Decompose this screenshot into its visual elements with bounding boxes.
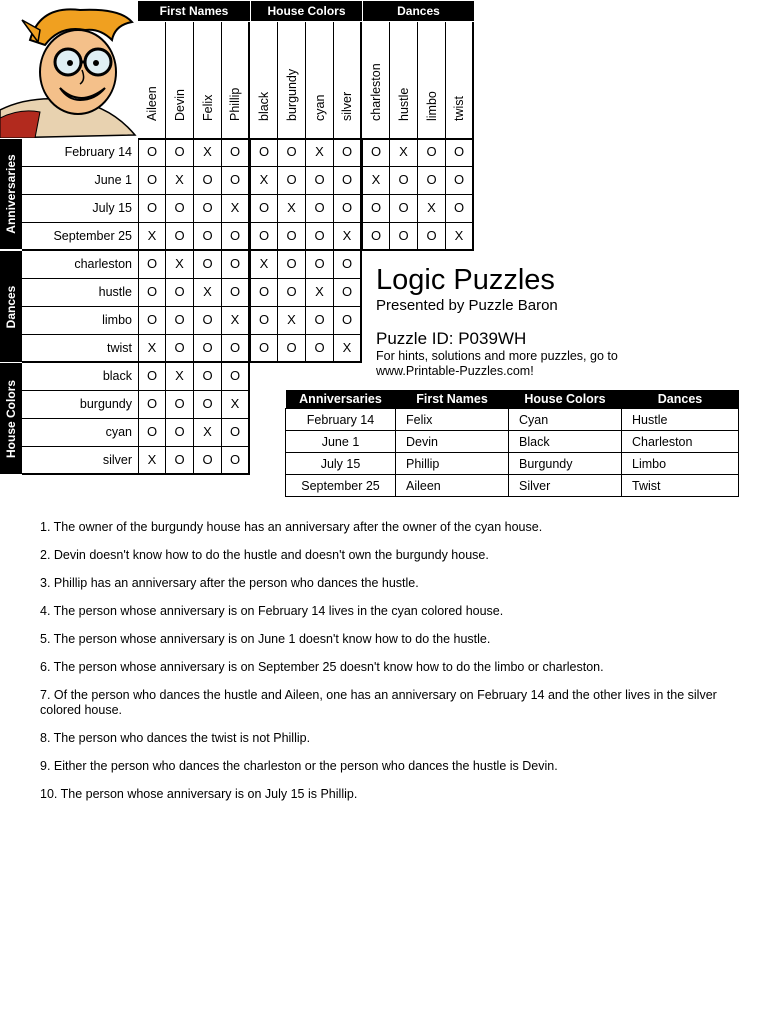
answer-cell: Twist bbox=[622, 475, 739, 497]
grid-cell: O bbox=[362, 139, 390, 167]
row-label: black bbox=[22, 363, 138, 391]
grid-cell: O bbox=[166, 419, 194, 447]
grid-cell: O bbox=[166, 223, 194, 251]
grid-cell: X bbox=[250, 251, 278, 279]
grid-cell: O bbox=[446, 139, 474, 167]
grid-cell: O bbox=[194, 335, 222, 363]
grid-cell: X bbox=[138, 223, 166, 251]
grid-cell: O bbox=[194, 251, 222, 279]
grid-cell: O bbox=[138, 363, 166, 391]
grid-cell: O bbox=[222, 363, 250, 391]
clue-item: 9. Either the person who dances the charleston or the person who dances the hustle is Devin. bbox=[40, 759, 558, 773]
grid-cell: O bbox=[278, 279, 306, 307]
clue-item: 2. Devin doesn't know how to do the hustle and doesn't own the burgundy house. bbox=[40, 548, 489, 562]
grid-cell: O bbox=[250, 139, 278, 167]
column-header bbox=[390, 22, 418, 139]
grid-cell: O bbox=[194, 391, 222, 419]
grid-cell: O bbox=[418, 223, 446, 251]
grid-cell: X bbox=[222, 307, 250, 335]
grid-cell: O bbox=[278, 251, 306, 279]
table-row bbox=[286, 409, 739, 431]
grid-cell: O bbox=[334, 139, 362, 167]
column-header-label: charleston bbox=[368, 63, 383, 121]
grid-cell: X bbox=[250, 167, 278, 195]
column-header-label: cyan bbox=[312, 94, 327, 121]
grid-cell: X bbox=[138, 335, 166, 363]
grid-cell: O bbox=[166, 447, 194, 475]
column-header-label: twist bbox=[452, 96, 466, 121]
grid-cell: X bbox=[334, 335, 362, 363]
row-label: limbo bbox=[22, 307, 138, 335]
grid-cell: O bbox=[334, 279, 362, 307]
grid-cell: O bbox=[334, 195, 362, 223]
hint-text: For hints, solutions and more puzzles, go to www.Printable-Puzzles.com! bbox=[376, 349, 618, 378]
answer-header-first-names: First Names bbox=[396, 390, 509, 409]
clue-item: 1. The owner of the burgundy house has an anniversary after the owner of the cyan house. bbox=[40, 520, 543, 534]
answer-cell: September 25 bbox=[286, 475, 396, 497]
row-label: July 15 bbox=[22, 195, 138, 223]
grid-cell: X bbox=[166, 363, 194, 391]
grid-cell: O bbox=[166, 279, 194, 307]
grid-cell: O bbox=[418, 139, 446, 167]
clue-item: 3. Phillip has an anniversary after the person who dances the hustle. bbox=[40, 576, 419, 590]
answer-cell: Black bbox=[509, 431, 622, 453]
grid-cell: O bbox=[306, 195, 334, 223]
grid-cell: O bbox=[194, 307, 222, 335]
grid-cell: O bbox=[390, 167, 418, 195]
answer-header-house-colors: House Colors bbox=[509, 390, 622, 409]
row-label: September 25 bbox=[22, 223, 138, 251]
header-dances: Dances bbox=[363, 1, 474, 21]
answer-cell: February 14 bbox=[286, 409, 396, 431]
grid-cell: X bbox=[222, 391, 250, 419]
column-header-label: burgundy bbox=[284, 68, 299, 121]
grid-cell: O bbox=[194, 363, 222, 391]
column-header bbox=[194, 22, 222, 139]
grid-cell: O bbox=[222, 447, 250, 475]
grid-cell: O bbox=[250, 223, 278, 251]
header-house-colors: House Colors bbox=[251, 1, 362, 21]
answer-table-header bbox=[286, 390, 739, 409]
column-header-label: limbo bbox=[424, 91, 439, 121]
clue-item: 4. The person whose anniversary is on February 14 lives in the cyan colored house. bbox=[40, 604, 504, 618]
grid-cell: O bbox=[306, 251, 334, 279]
clue-item: 8. The person who dances the twist is not Phillip. bbox=[40, 731, 311, 745]
column-header-label: Devin bbox=[172, 89, 187, 121]
column-header-label: black bbox=[256, 91, 271, 121]
grid-cell: X bbox=[362, 167, 390, 195]
column-header bbox=[138, 22, 166, 139]
grid-cell: O bbox=[306, 307, 334, 335]
grid-cell: O bbox=[306, 223, 334, 251]
grid-cell: O bbox=[166, 335, 194, 363]
header-first-names: First Names bbox=[138, 1, 250, 21]
answer-cell: Limbo bbox=[622, 453, 739, 475]
grid-cell: O bbox=[166, 391, 194, 419]
grid-cell: O bbox=[250, 279, 278, 307]
row-label: February 14 bbox=[22, 139, 138, 167]
column-header-label: Aileen bbox=[144, 86, 159, 121]
grid-cell: X bbox=[306, 139, 334, 167]
grid-cell: O bbox=[334, 307, 362, 335]
puzzle-id: Puzzle ID: P039WH bbox=[376, 329, 527, 348]
grid-cell: X bbox=[306, 279, 334, 307]
grid-cell: O bbox=[278, 139, 306, 167]
puzzle-baron-mascot bbox=[0, 0, 138, 138]
grid-cell: X bbox=[334, 223, 362, 251]
page-title: Logic Puzzles bbox=[376, 264, 555, 296]
grid-cell: X bbox=[390, 139, 418, 167]
column-header bbox=[278, 22, 306, 139]
grid-cell: O bbox=[362, 195, 390, 223]
column-header bbox=[306, 22, 334, 139]
answer-cell: Phillip bbox=[396, 453, 509, 475]
row-label: burgundy bbox=[22, 391, 138, 419]
answer-cell: Hustle bbox=[622, 409, 739, 431]
grid-cell: O bbox=[138, 195, 166, 223]
grid-cell: O bbox=[418, 167, 446, 195]
grid-cell: X bbox=[278, 307, 306, 335]
grid-cell: O bbox=[222, 167, 250, 195]
grid-cell: O bbox=[166, 307, 194, 335]
side-label-house-colors: House Colors bbox=[0, 363, 22, 474]
grid-cell: O bbox=[250, 195, 278, 223]
answer-table bbox=[285, 390, 739, 497]
grid-cell: O bbox=[138, 419, 166, 447]
column-header-label: silver bbox=[340, 91, 354, 121]
grid-cell: O bbox=[362, 223, 390, 251]
grid-cell: O bbox=[222, 251, 250, 279]
answer-cell: Burgundy bbox=[509, 453, 622, 475]
grid-cell: O bbox=[250, 335, 278, 363]
table-row bbox=[286, 431, 739, 453]
clue-item: 10. The person whose anniversary is on July 15 is Phillip. bbox=[40, 787, 358, 801]
column-header bbox=[166, 22, 194, 139]
grid-cell: O bbox=[166, 139, 194, 167]
grid-cell: O bbox=[306, 167, 334, 195]
answer-cell: Aileen bbox=[396, 475, 509, 497]
grid-cell: O bbox=[390, 195, 418, 223]
grid-cell: O bbox=[222, 279, 250, 307]
grid-cell: O bbox=[446, 167, 474, 195]
table-row bbox=[286, 475, 739, 497]
answer-cell: Silver bbox=[509, 475, 622, 497]
clue-item: 6. The person whose anniversary is on September 25 doesn't know how to do the limbo or charleston. bbox=[40, 660, 604, 674]
answer-cell: Cyan bbox=[509, 409, 622, 431]
row-label: June 1 bbox=[22, 167, 138, 195]
answer-cell: Devin bbox=[396, 431, 509, 453]
grid-cell: O bbox=[278, 335, 306, 363]
grid-cell: O bbox=[194, 167, 222, 195]
grid-cell: X bbox=[166, 251, 194, 279]
side-label-dances: Dances bbox=[0, 251, 22, 362]
clue-item: 7. Of the person who dances the hustle and Aileen, one has an anniversary on February 14 and the other lives in the silver colored house. bbox=[40, 688, 717, 717]
grid-cell: O bbox=[250, 307, 278, 335]
table-row bbox=[286, 453, 739, 475]
row-label: silver bbox=[22, 447, 138, 475]
grid-cell: X bbox=[194, 279, 222, 307]
grid-cell: O bbox=[278, 223, 306, 251]
grid-cell: O bbox=[138, 139, 166, 167]
grid-cell: O bbox=[390, 223, 418, 251]
column-header bbox=[446, 22, 474, 139]
grid-cell: X bbox=[138, 447, 166, 475]
column-header-label: hustle bbox=[396, 87, 411, 121]
side-label-anniversaries: Anniversaries bbox=[0, 139, 22, 249]
grid-cell: O bbox=[138, 391, 166, 419]
grid-cell: O bbox=[334, 167, 362, 195]
answer-cell: July 15 bbox=[286, 453, 396, 475]
grid-cell: O bbox=[222, 139, 250, 167]
grid-cell: O bbox=[222, 335, 250, 363]
column-header bbox=[250, 22, 278, 139]
grid-cell: X bbox=[278, 195, 306, 223]
row-label: hustle bbox=[22, 279, 138, 307]
page-subtitle: Presented by Puzzle Baron bbox=[376, 297, 558, 314]
column-header bbox=[362, 22, 390, 139]
column-header bbox=[222, 22, 250, 139]
answer-cell: June 1 bbox=[286, 431, 396, 453]
grid-cell: O bbox=[138, 251, 166, 279]
grid-cell: O bbox=[138, 167, 166, 195]
column-header bbox=[334, 22, 362, 139]
grid-cell: X bbox=[446, 223, 474, 251]
grid-cell: X bbox=[194, 139, 222, 167]
grid-cell: O bbox=[334, 251, 362, 279]
column-header-label: Phillip bbox=[228, 87, 242, 121]
answer-cell: Felix bbox=[396, 409, 509, 431]
grid-cell: X bbox=[194, 419, 222, 447]
clue-item: 5. The person whose anniversary is on June 1 doesn't know how to do the hustle. bbox=[40, 632, 491, 646]
grid-cell: X bbox=[166, 167, 194, 195]
grid-cell: O bbox=[138, 279, 166, 307]
row-label: twist bbox=[22, 335, 138, 363]
grid-cell: O bbox=[278, 167, 306, 195]
grid-cell: X bbox=[418, 195, 446, 223]
grid-cell: X bbox=[222, 195, 250, 223]
grid-cell: O bbox=[138, 307, 166, 335]
grid-cell: O bbox=[194, 223, 222, 251]
grid-cell: O bbox=[166, 195, 194, 223]
row-label: charleston bbox=[22, 251, 138, 279]
grid-cell: O bbox=[222, 223, 250, 251]
column-header bbox=[418, 22, 446, 139]
grid-cell: O bbox=[194, 195, 222, 223]
answer-header-dances: Dances bbox=[622, 390, 739, 409]
column-header-label: Felix bbox=[200, 94, 215, 121]
grid-top-border bbox=[138, 138, 474, 140]
answer-header-anniversaries: Anniversaries bbox=[286, 390, 396, 409]
grid-cell: O bbox=[446, 195, 474, 223]
grid-cell: O bbox=[306, 335, 334, 363]
clue-list bbox=[40, 520, 730, 815]
grid-cell: O bbox=[194, 447, 222, 475]
row-label: cyan bbox=[22, 419, 138, 447]
answer-cell: Charleston bbox=[622, 431, 739, 453]
grid-cell: O bbox=[222, 419, 250, 447]
